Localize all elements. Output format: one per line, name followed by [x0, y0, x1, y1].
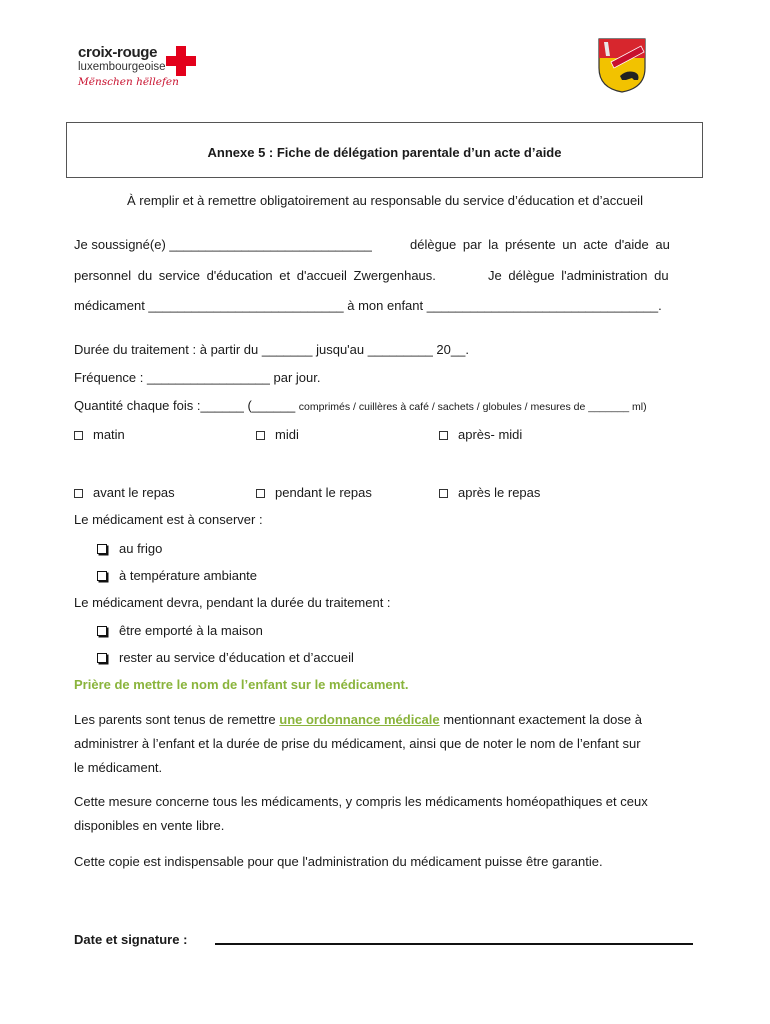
parents-line-3: le médicament. — [74, 760, 163, 775]
notice-text: Prière de mettre le nom de l’enfant sur le médicament. — [74, 677, 409, 692]
declaration-line-3: médicament ___________________________ à mon enfant ________________________________. — [74, 298, 662, 313]
during-option-maison[interactable] — [97, 623, 263, 638]
storage-label: Le médicament est à conserver : — [74, 512, 263, 527]
during-label: Le médicament devra, pendant la durée du traitement : — [74, 595, 391, 610]
declaration-line-1b: délègue par la présente un acte d'aide au — [410, 237, 670, 252]
declaration-line-1a: Je soussigné(e) ____________________________ — [74, 237, 372, 252]
parents-line-2: administrer à l’enfant et la durée de prise du médicament, ainsi que de noter le nom de l’enfant sur — [74, 736, 641, 751]
checkbox-apres-repas[interactable] — [439, 485, 540, 500]
declaration-line-2a: personnel du service d'éducation et d'accueil Zwergenhaus. — [74, 268, 436, 283]
checkbox-label: pendant le repas — [275, 485, 372, 500]
checkbox-icon[interactable] — [97, 571, 107, 581]
checkbox-matin[interactable] — [74, 427, 125, 442]
title-box — [66, 122, 703, 178]
checkbox-label: avant le repas — [93, 485, 175, 500]
frequence-field: Fréquence : _________________ par jour. — [74, 370, 321, 385]
duree-field: Durée du traitement : à partir du _______ jusqu'au _________ 20__. — [74, 342, 469, 357]
quantite-field — [74, 398, 647, 413]
checkbox-pendant-repas[interactable] — [256, 485, 372, 500]
checkbox-label: midi — [275, 427, 299, 442]
parents-text-b: mentionnant exactement la dose à — [443, 712, 642, 727]
ordonnance-link[interactable]: une ordonnance médicale — [279, 712, 440, 727]
parents-text-a: Les parents sont tenus de remettre — [74, 712, 276, 727]
scope-line-2: disponibles en vente libre. — [74, 818, 225, 833]
signature-line[interactable] — [215, 943, 693, 945]
option-label: à température ambiante — [119, 568, 258, 583]
checkbox-icon[interactable] — [439, 489, 448, 498]
checkbox-icon[interactable] — [97, 544, 107, 554]
checkbox-label: après le repas — [458, 485, 541, 500]
red-cross-icon — [166, 46, 196, 76]
option-label: au frigo — [119, 541, 163, 556]
option-label: rester au service d’éducation et d’accueil — [119, 650, 354, 665]
copy-note: Cette copie est indispensable pour que l'administration du médicament puisse être garantie. — [74, 854, 603, 869]
org-name: croix-rouge — [78, 44, 158, 61]
option-label: être emporté à la maison — [119, 623, 263, 638]
quantite-label: Quantité chaque fois :______ (______ — [74, 398, 296, 413]
during-option-service[interactable] — [97, 650, 354, 665]
org-tagline: Mënschen hëllefen — [78, 76, 179, 88]
storage-option-frigo[interactable] — [97, 541, 162, 556]
signature-label: Date et signature : — [74, 932, 188, 947]
checkbox-icon[interactable] — [256, 431, 265, 440]
storage-option-ambiante[interactable] — [97, 568, 257, 583]
checkbox-icon[interactable] — [74, 489, 83, 498]
page-title: Annexe 5 : Fiche de délégation parentale d’un acte d’aide — [207, 145, 562, 160]
checkbox-midi[interactable] — [256, 427, 299, 442]
declaration-line-2b: Je délègue l'administration du — [488, 268, 669, 283]
checkbox-icon[interactable] — [256, 489, 265, 498]
quantite-units: comprimés / cuillères à café / sachets / globules / mesures de _______ ml) — [298, 401, 647, 413]
org-subtitle: luxembourgeoise — [78, 61, 166, 73]
checkbox-icon[interactable] — [97, 653, 107, 663]
municipal-coat-of-arms-icon — [596, 36, 648, 94]
checkbox-label: après- midi — [458, 427, 523, 442]
checkbox-label: matin — [93, 427, 125, 442]
croix-rouge-logo — [78, 44, 198, 96]
checkbox-apres-midi[interactable] — [439, 427, 522, 442]
checkbox-icon[interactable] — [439, 431, 448, 440]
checkbox-icon[interactable] — [97, 626, 107, 636]
checkbox-avant-repas[interactable] — [74, 485, 175, 500]
intro-text: À remplir et à remettre obligatoirement au responsable du service d’éducation et d’accueil — [127, 193, 643, 208]
parents-line-1 — [74, 712, 642, 727]
checkbox-icon[interactable] — [74, 431, 83, 440]
scope-line-1: Cette mesure concerne tous les médicaments, y compris les médicaments homéopathiques et ceux — [74, 794, 648, 809]
